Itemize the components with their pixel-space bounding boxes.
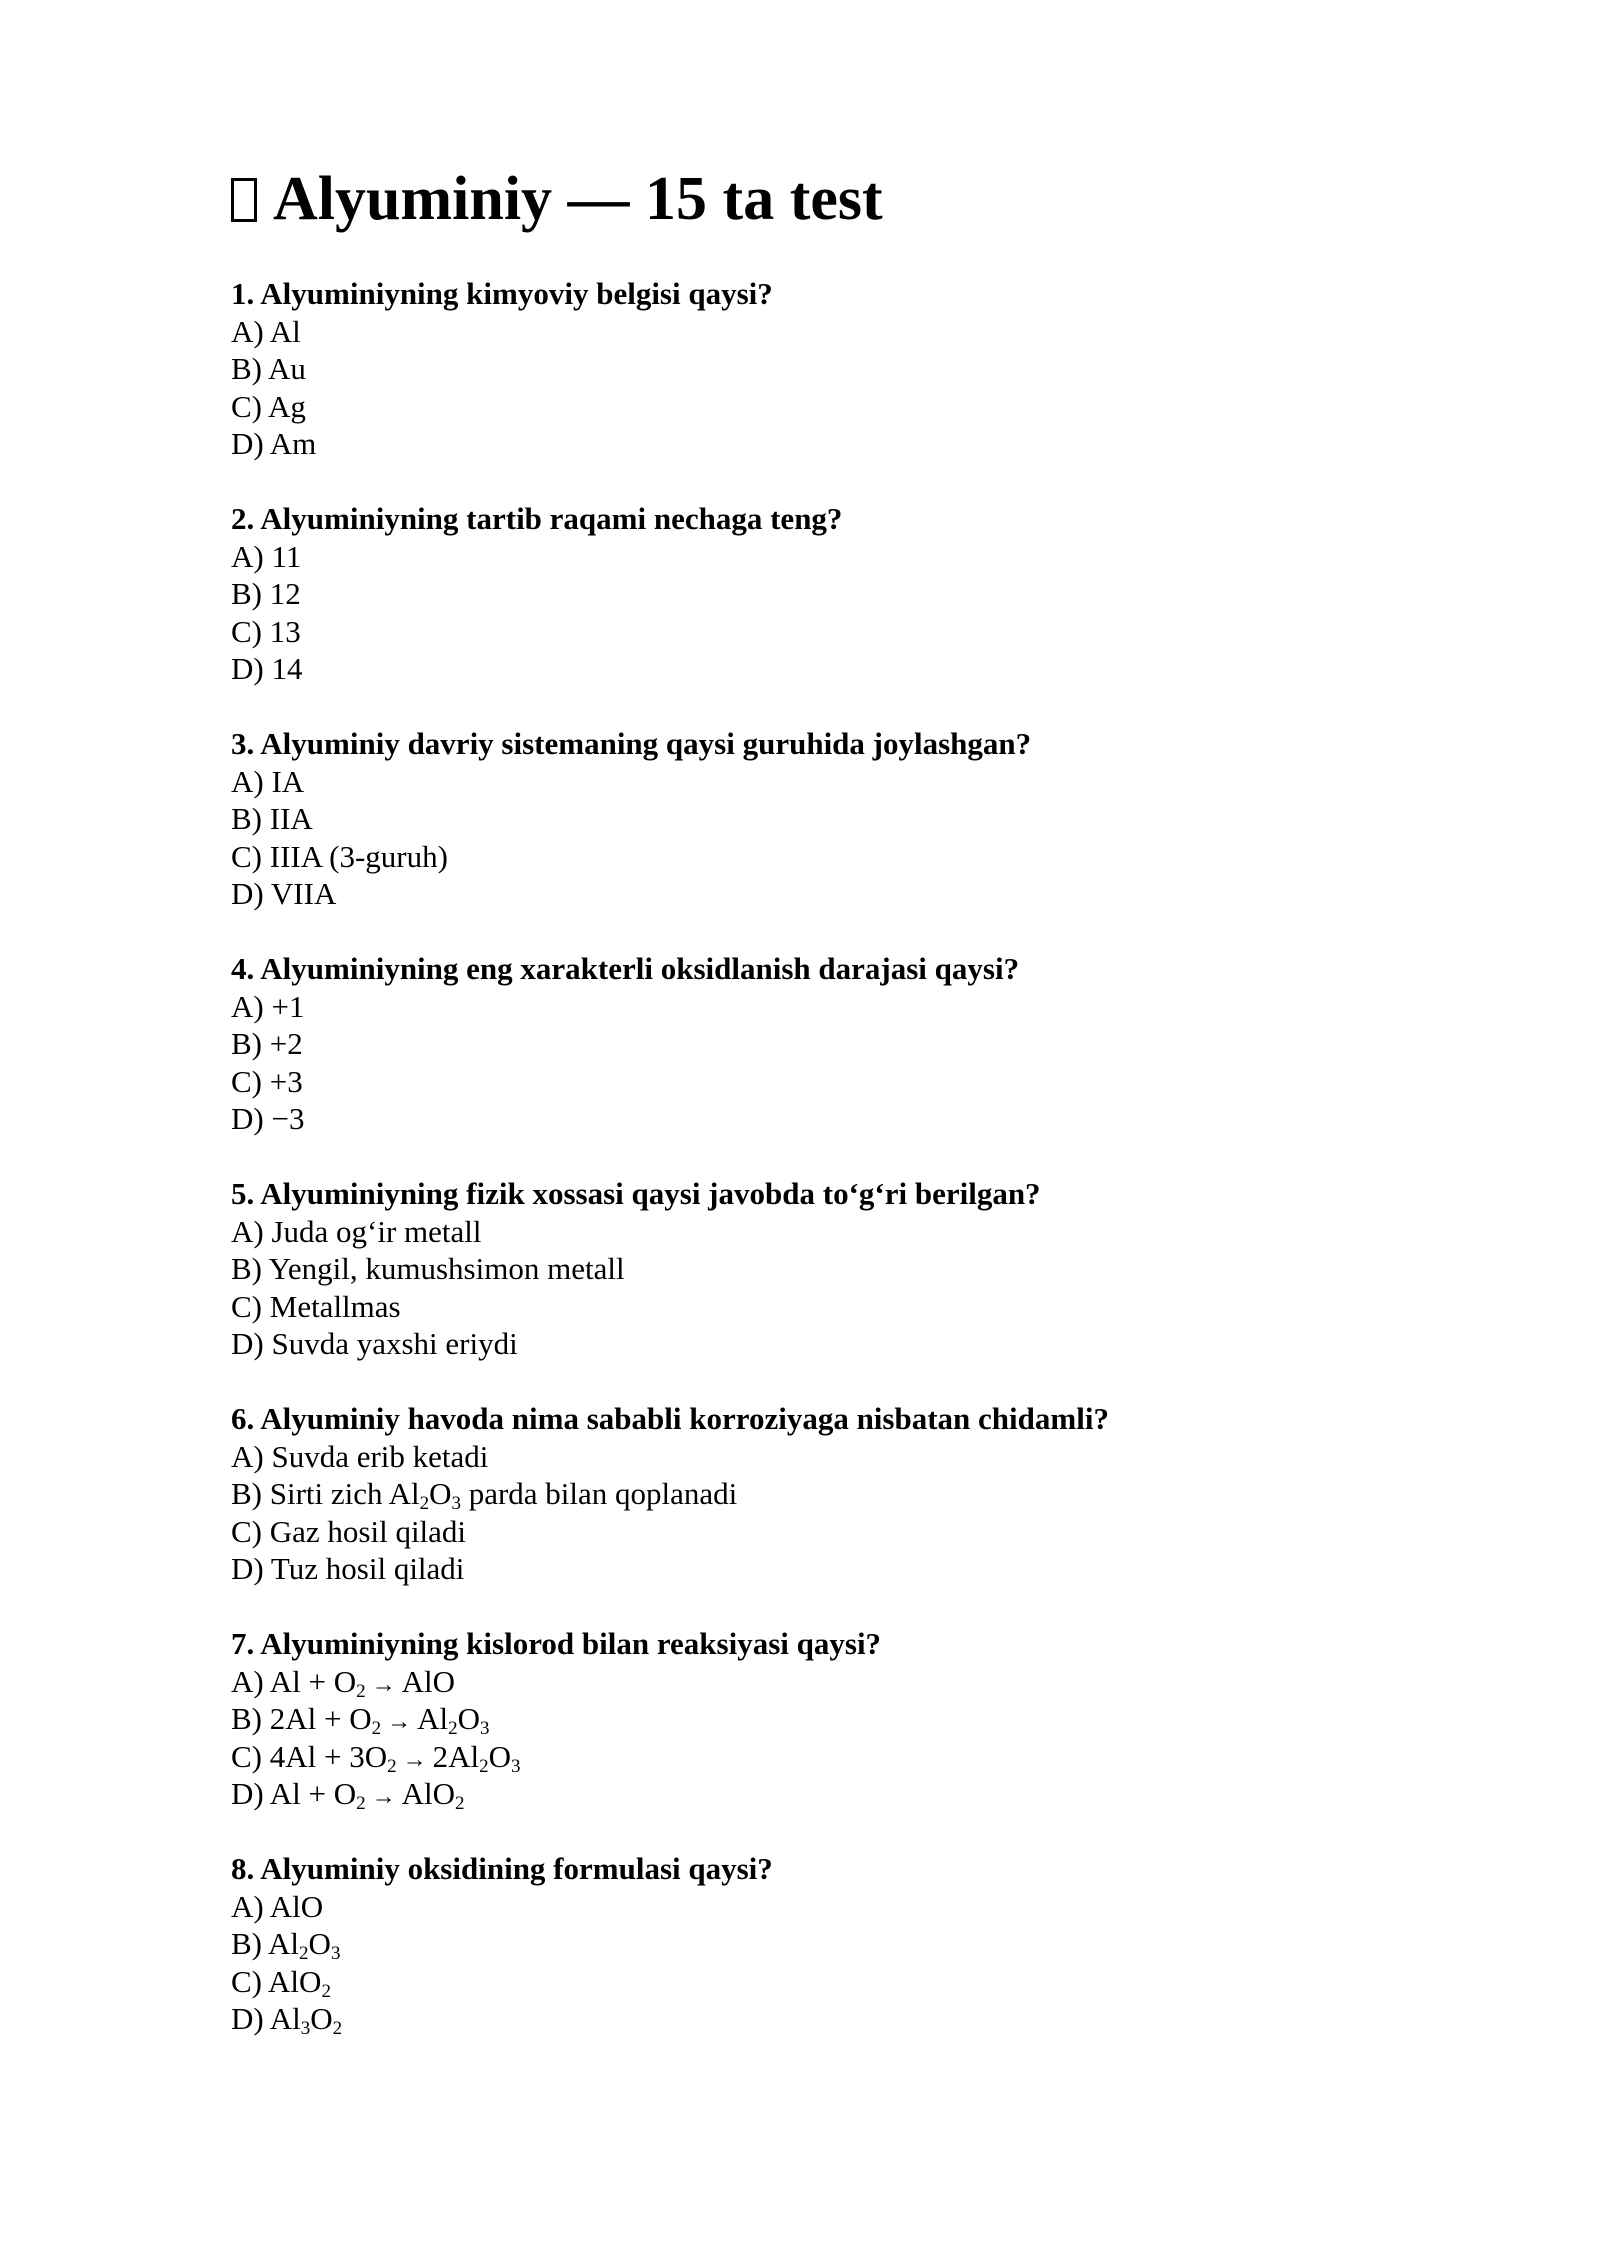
option-text: AlO <box>269 1888 324 1924</box>
subscript: 2 <box>387 1755 397 1777</box>
subscript: 2 <box>332 2018 343 2039</box>
option-text: Al + O <box>269 1776 357 1811</box>
option-letter: C) <box>231 1288 262 1324</box>
answer-option-a <box>231 1213 1411 1251</box>
option-letter: C) <box>231 388 262 424</box>
option-letter: B) <box>231 801 262 836</box>
question-8 <box>231 1850 1411 2038</box>
answer-option-b <box>231 1925 1411 1963</box>
answer-option-c <box>231 1963 1411 2001</box>
answer-option-a <box>231 763 1411 801</box>
option-letter: D) <box>231 651 264 686</box>
option-text: O <box>488 1738 512 1774</box>
subscript: 2 <box>371 1718 382 1739</box>
option-letter: C) <box>231 1738 262 1774</box>
option-text: Tuz hosil qiladi <box>270 1551 465 1586</box>
subscript: 2 <box>299 1943 309 1964</box>
reaction-arrow-icon: → <box>371 1671 396 1698</box>
option-text: AlO <box>401 1776 456 1811</box>
option-text: 12 <box>269 576 301 611</box>
option-text: Al <box>269 313 301 349</box>
option-letter: C) <box>231 1513 262 1549</box>
page-title-text: Alyuminiy — 15 ta test <box>273 165 883 233</box>
option-letter: C) <box>231 1963 262 1999</box>
option-text: Yengil, kumushsimon metall <box>268 1251 625 1286</box>
answer-option-c <box>231 1063 1411 1101</box>
answer-option-b <box>231 800 1411 838</box>
answer-option-a <box>231 313 1411 351</box>
option-letter: B) <box>231 1026 262 1061</box>
option-text: Al <box>268 1926 300 1961</box>
option-text: Suvda erib ketadi <box>271 1438 489 1474</box>
option-letter: D) <box>231 876 264 911</box>
subscript: 2 <box>455 1793 465 1814</box>
answer-option-c <box>231 1513 1411 1551</box>
subscript: 3 <box>480 1718 490 1739</box>
question-3 <box>231 725 1411 913</box>
subscript: 3 <box>511 1755 521 1777</box>
document-page <box>231 160 1411 2075</box>
answer-option-d <box>231 1325 1411 1363</box>
option-text: 4Al + 3O <box>269 1738 388 1774</box>
option-text: 14 <box>271 651 303 686</box>
option-text: Gaz hosil qiladi <box>269 1513 467 1549</box>
question-text: 5. Alyuminiyning fizik xossasi qaysi javobda to‘g‘ri berilgan? <box>231 1176 1041 1211</box>
option-letter: A) <box>231 1888 264 1924</box>
option-text: +2 <box>269 1026 303 1061</box>
subscript: 2 <box>448 1718 458 1739</box>
answer-option-a <box>231 1888 1411 1926</box>
option-letter: D) <box>231 1101 264 1136</box>
answer-option-b <box>231 1250 1411 1288</box>
option-text: Sirti zich Al <box>269 1476 420 1511</box>
answer-option-d <box>231 875 1411 913</box>
option-letter: A) <box>231 988 264 1024</box>
option-text: Al <box>417 1701 449 1736</box>
option-text: Juda og‘ir metall <box>271 1213 482 1249</box>
option-text: 2Al + O <box>269 1701 372 1736</box>
reaction-arrow-icon: → <box>387 1709 412 1735</box>
option-text: 11 <box>271 538 302 574</box>
option-letter: A) <box>231 1213 264 1249</box>
subscript: 2 <box>419 1493 430 1514</box>
option-letter: D) <box>231 426 264 461</box>
question-1 <box>231 275 1411 463</box>
question-4 <box>231 950 1411 1138</box>
subscript: 3 <box>451 1493 461 1514</box>
answer-option-c <box>231 613 1411 651</box>
question-list <box>231 275 1411 2038</box>
question-7 <box>231 1625 1411 1813</box>
option-text: O <box>308 1926 331 1961</box>
subscript: 2 <box>321 1980 331 2002</box>
option-letter: B) <box>231 1701 262 1736</box>
page-title <box>231 160 1411 238</box>
question-2 <box>231 500 1411 688</box>
option-text: VIIA <box>270 876 337 911</box>
option-text: 13 <box>269 613 301 649</box>
option-text: Suvda yaxshi eriydi <box>271 1326 518 1361</box>
answer-option-b <box>231 575 1411 613</box>
option-text: parda bilan qoplanadi <box>460 1476 738 1511</box>
option-text: +3 <box>269 1063 303 1099</box>
option-letter: B) <box>231 1926 262 1961</box>
answer-option-b <box>231 1700 1411 1738</box>
answer-option-c <box>231 388 1411 426</box>
option-text: Au <box>268 351 306 386</box>
answer-option-c <box>231 1288 1411 1326</box>
answer-option-b <box>231 1475 1411 1513</box>
subscript: 3 <box>300 2018 311 2039</box>
answer-option-b <box>231 350 1411 388</box>
option-letter: A) <box>231 1663 264 1699</box>
option-text: Am <box>269 426 317 461</box>
answer-option-a <box>231 1663 1411 1701</box>
question-text: 3. Alyuminiy davriy sistemaning qaysi guruhida joylashgan? <box>231 726 1032 761</box>
answer-option-a <box>231 988 1411 1026</box>
question-6 <box>231 1400 1411 1588</box>
option-text: +1 <box>271 988 305 1024</box>
option-text: AlO <box>268 1963 322 1999</box>
option-text: 2Al <box>432 1738 480 1774</box>
answer-option-c <box>231 1738 1411 1776</box>
subscript: 2 <box>479 1755 489 1777</box>
option-text: Metallmas <box>269 1288 401 1324</box>
question-text: 1. Alyuminiyning kimyoviy belgisi qaysi? <box>231 276 773 311</box>
question-text: 6. Alyuminiy havoda nima sababli korroziyaga nisbatan chidamli? <box>231 1401 1109 1436</box>
option-letter: D) <box>231 2001 264 2036</box>
option-letter: A) <box>231 313 264 349</box>
answer-option-d <box>231 1775 1411 1813</box>
option-text: AlO <box>401 1663 456 1699</box>
option-text: IA <box>271 763 305 799</box>
option-letter: D) <box>231 1551 264 1586</box>
question-text: 8. Alyuminiy oksidining formulasi qaysi? <box>231 1851 773 1886</box>
answer-option-d <box>231 425 1411 463</box>
option-letter: C) <box>231 1063 262 1099</box>
reaction-arrow-icon: → <box>402 1746 427 1773</box>
option-text: IIIA (3-guruh) <box>269 838 448 874</box>
option-text: O <box>310 2001 333 2036</box>
option-letter: B) <box>231 576 262 611</box>
option-text: Al <box>269 2001 301 2036</box>
answer-option-d <box>231 650 1411 688</box>
subscript: 3 <box>330 1943 341 1964</box>
subscript: 2 <box>356 1680 366 1702</box>
option-letter: B) <box>231 351 262 386</box>
option-letter: C) <box>231 613 262 649</box>
option-text: Ag <box>268 388 306 424</box>
option-text: O <box>457 1701 481 1736</box>
answer-option-c <box>231 838 1411 876</box>
answer-option-d <box>231 1100 1411 1138</box>
option-text: IIA <box>269 801 313 836</box>
option-letter: C) <box>231 838 262 874</box>
question-text: 2. Alyuminiyning tartib raqami nechaga teng? <box>231 501 843 536</box>
option-letter: A) <box>231 1438 264 1474</box>
answer-option-d <box>231 1550 1411 1588</box>
option-text: −3 <box>271 1101 305 1136</box>
option-text: O <box>429 1476 452 1511</box>
option-letter: A) <box>231 763 264 799</box>
subscript: 2 <box>356 1793 366 1814</box>
question-text: 7. Alyuminiyning kislorod bilan reaksiyasi qaysi? <box>231 1626 882 1661</box>
answer-option-b <box>231 1025 1411 1063</box>
question-5 <box>231 1175 1411 1363</box>
option-letter: B) <box>231 1251 262 1286</box>
option-letter: D) <box>231 1776 264 1811</box>
option-letter: B) <box>231 1476 262 1511</box>
reaction-arrow-icon: → <box>371 1784 396 1810</box>
question-text: 4. Alyuminiyning eng xarakterli oksidlanish darajasi qaysi? <box>231 951 1020 986</box>
answer-option-a <box>231 538 1411 576</box>
option-text: Al + O <box>269 1663 357 1699</box>
option-letter: A) <box>231 538 264 574</box>
answer-option-a <box>231 1438 1411 1476</box>
answer-option-d <box>231 2000 1411 2038</box>
missing-glyph-icon <box>231 178 257 222</box>
option-letter: D) <box>231 1326 264 1361</box>
